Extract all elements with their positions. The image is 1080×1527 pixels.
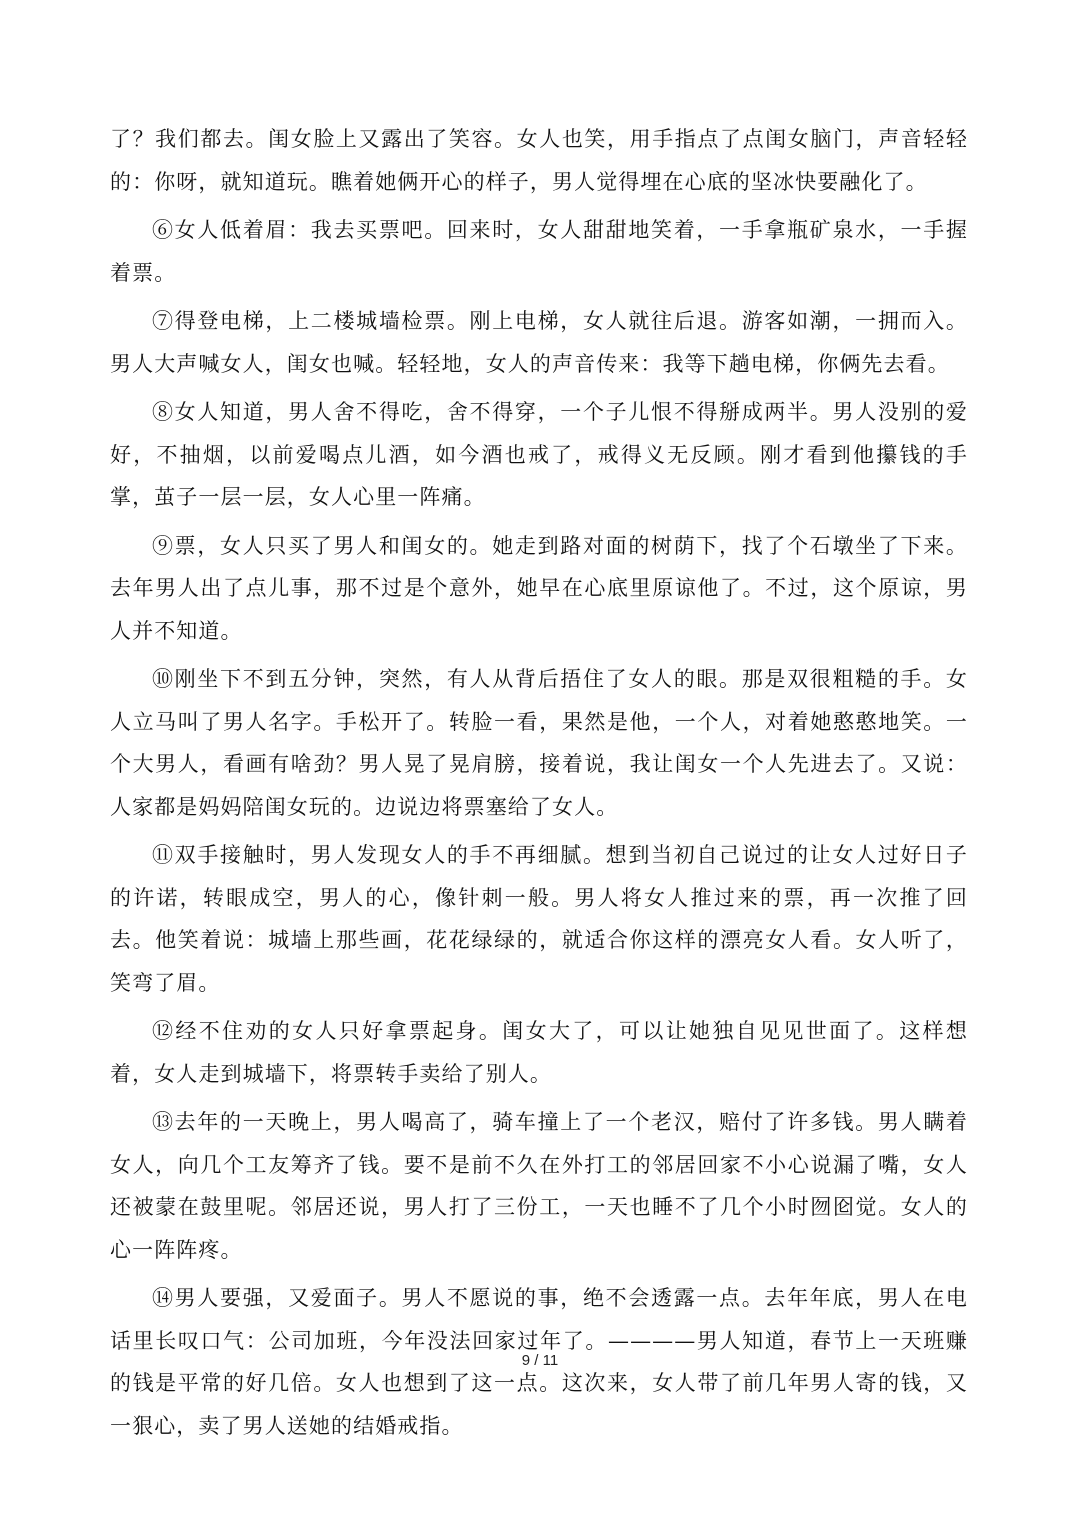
paragraph-10: ⑩刚坐下不到五分钟，突然，有人从背后捂住了女人的眼。那是双很粗糙的手。女人立马叫了男人名字。手松开了。转脸一看，果然是他，一个人，对着她憨憨地笑。一个大男人，看画有啥劲？男人晃了晃肩膀，接着说，我让闺女一个人先进去了。又说：人家都是妈妈陪闺女玩的。边说边将票塞给了女人。: [110, 667, 968, 819]
paragraph-7: ⑦得登电梯，上二楼城墙检票。刚上电梯，女人就往后退。游客如潮，一拥而入。男人大声喊女人，闺女也喊。轻轻地，女人的声音传来：我等下趟电梯，你俩先去看。: [110, 309, 968, 376]
page-number: 9 / 11: [521, 1352, 559, 1369]
paragraph-continued: 了？我们都去。闺女脸上又露出了笑容。女人也笑，用手指点了点闺女脑门，声音轻轻的：你呀，就知道玩。瞧着她俩开心的样子，男人觉得埋在心底的坚冰快要融化了。: [110, 127, 968, 194]
paragraph-9: ⑨票，女人只买了男人和闺女的。她走到路对面的树荫下，找了个石墩坐了下来。去年男人出了点儿事，那不过是个意外，她早在心底里原谅他了。不过，这个原谅，男人并不知道。: [110, 533, 968, 643]
paragraph-6: ⑥女人低着眉：我去买票吧。回来时，女人甜甜地笑着，一手拿瓶矿泉水，一手握着票。: [110, 218, 968, 285]
paragraph-8: ⑧女人知道，男人舍不得吃，舍不得穿，一个子儿恨不得掰成两半。男人没别的爱好，不抽烟，以前爱喝点儿酒，如今酒也戒了，戒得义无反顾。刚才看到他攥钱的手掌，茧子一层一层，女人心里一阵痛。: [110, 400, 968, 509]
document-body: [110, 118, 968, 1447]
paragraph-14: ⑭男人要强，又爱面子。男人不愿说的事，绝不会透露一点。去年年底，男人在电话里长叹口气：公司加班，今年没法回家过年了。————男人知道，春节上一天班赚的钱是平常的好几倍。女人也想到了这一点。这次来，女人带了前几年男人寄的钱，又一狠心，卖了男人送她的结婚戒指。: [110, 1286, 968, 1438]
paragraph-12: ⑫经不住劝的女人只好拿票起身。闺女大了，可以让她独自见见世面了。这样想着，女人走到城墙下，将票转手卖给了别人。: [110, 1019, 968, 1086]
paragraph-13: ⑬去年的一天晚上，男人喝高了，骑车撞上了一个老汉，赔付了许多钱。男人瞒着女人，向几个工友筹齐了钱。要不是前不久在外打工的邻居回家不小心说漏了嘴，女人还被蒙在鼓里呢。邻居还说，男人打了三份工，一天也睡不了几个小时囫囵觉。女人的心一阵阵疼。: [110, 1110, 968, 1262]
paragraph-11: ⑪双手接触时，男人发现女人的手不再细腻。想到当初自己说过的让女人过好日子的许诺，转眼成空，男人的心，像针刺一般。男人将女人推过来的票，再一次推了回去。他笑着说：城墙上那些画，花花绿绿的，就适合你这样的漂亮女人看。女人听了，笑弯了眉。: [110, 843, 968, 995]
